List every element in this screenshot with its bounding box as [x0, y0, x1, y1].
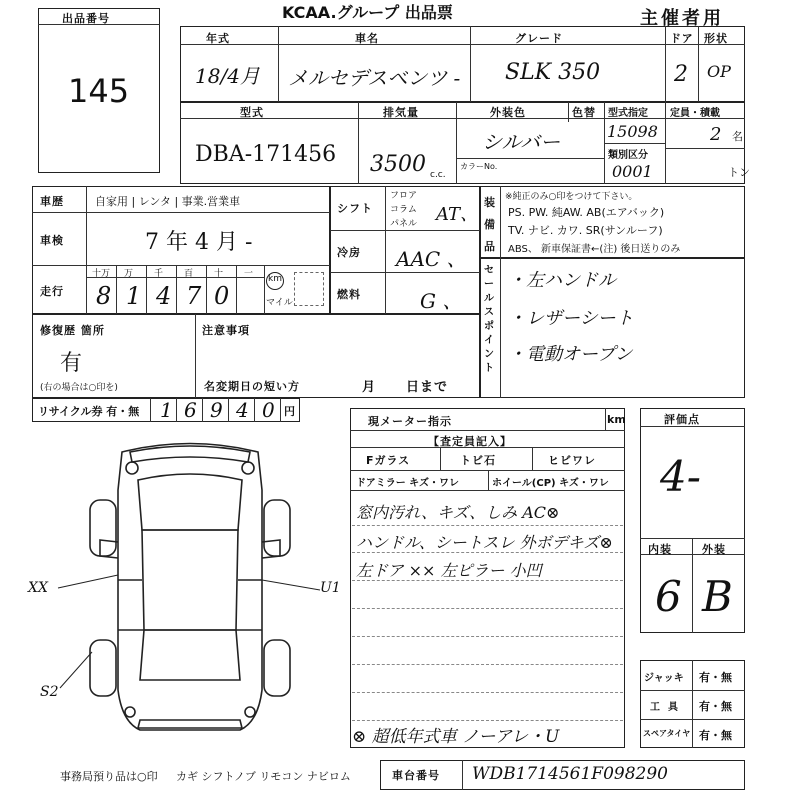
digit-label-100: 百	[184, 269, 194, 279]
color-change-label: 色替	[572, 106, 596, 119]
expiry-month: 月	[362, 380, 377, 395]
lot-label: 出品番号	[62, 12, 110, 25]
mileage-digit: 8	[96, 282, 112, 310]
mirror-label: ドアミラー キズ・ワレ	[356, 478, 459, 489]
crack-label: ヒビワレ	[548, 454, 596, 467]
spare-label: スペアタイヤ	[643, 729, 691, 738]
category-label: 類別区分	[608, 150, 648, 161]
model-value: DBA-171456	[195, 142, 337, 167]
vehicle-row-1	[180, 26, 745, 102]
interior-label: 内装	[648, 543, 672, 556]
options-line-2: TV. ナビ. カワ. SR(サンルーフ)	[508, 224, 663, 237]
expiry-label: 名変期日の短い方	[204, 380, 300, 393]
year-label: 年式	[206, 32, 230, 45]
mileage-digit: 1	[126, 282, 142, 310]
ac-label: 冷房	[337, 246, 361, 259]
jack-option: 有・無	[699, 671, 732, 684]
displacement-label: 排気量	[383, 106, 419, 119]
rating-value: 4-	[660, 452, 701, 501]
tool-label: 工具	[650, 702, 686, 713]
car-name-label: 車名	[355, 32, 379, 45]
office-items: カギ シフトノブ リモコン ナビロム	[176, 770, 351, 783]
glass-label: Fガラス	[366, 454, 411, 467]
digit-label-1k: 千	[154, 269, 164, 279]
tool-option: 有・無	[699, 700, 732, 713]
fuel-value: G 、	[420, 289, 463, 313]
wheel-label: ホイール(CP) キズ・ワレ	[492, 478, 609, 489]
type-spec-value: 15098	[607, 122, 658, 141]
shift-label: シフト	[337, 202, 373, 215]
mileage-digit: 4	[156, 282, 172, 310]
diagram-mark-u1: U1	[320, 580, 341, 596]
chassis-label: 車台番号	[392, 769, 440, 782]
inspection-note: ハンドル、シートスレ 外ボデキズ⊗	[356, 533, 613, 552]
chassis-value: WDB1714561F098290	[472, 764, 668, 784]
options-note: ※純正のみ○印をつけて下さい。	[505, 192, 638, 202]
sales-point-item: ・左ハンドル	[508, 270, 616, 291]
caution-label: 注意事項	[202, 324, 250, 337]
history-options: 自家用 | レンタ | 事業.営業車	[95, 195, 241, 208]
fuel-label: 燃料	[337, 288, 361, 301]
ac-value: AAC 、	[396, 247, 467, 271]
model-label: 型式	[240, 106, 264, 119]
jack-label: ジャッキ	[644, 673, 684, 684]
load-unit: トン	[728, 166, 750, 179]
doors-value: 2	[674, 62, 688, 87]
inspection-note: 左ドア ×× 左ピラー 小凹	[356, 561, 542, 580]
page-title: KCAA.グループ 出品票	[282, 3, 453, 22]
grade-label: グレード	[515, 32, 563, 45]
expiry-day: 日まで	[406, 380, 449, 395]
type-spec-label: 型式指定	[608, 108, 648, 119]
year-value: 18/4月	[195, 64, 260, 88]
recycle-label: リサイクル券 有・無	[38, 405, 140, 418]
chip-label: トビ石	[460, 454, 496, 467]
digit-label-1: 一	[244, 269, 254, 279]
organizer-label: 主催者用	[640, 8, 724, 29]
color-number-label: カラーNo.	[460, 162, 498, 171]
mileage-digit: 7	[186, 282, 202, 310]
recycle-digit: 6	[184, 398, 197, 422]
doors-label: ドア	[670, 32, 694, 45]
diagram-mark-xx: XX	[28, 580, 48, 596]
inspection-value: 7 年 4 月 -	[145, 230, 253, 255]
mileage-label: 走行	[40, 285, 64, 298]
shift-floor: フロア	[390, 191, 418, 201]
recycle-digit: 9	[210, 398, 223, 422]
exterior-color-label: 外装色	[490, 106, 526, 119]
rating-label: 評価点	[664, 413, 700, 426]
mileage-digit: 0	[214, 282, 230, 310]
exterior-label: 外装	[702, 543, 726, 556]
digit-label-100k: 十万	[92, 269, 111, 279]
options-line-1: PS. PW. 純AW. AB(エアバック)	[508, 206, 665, 219]
body-type-value: OP	[707, 62, 731, 81]
displacement-value: 3500	[370, 152, 426, 177]
km-label: km	[268, 274, 282, 284]
history-label: 車歴	[40, 195, 64, 208]
repair-note: (右の場合は○印を)	[40, 383, 118, 393]
inspector-label: 【査定員記入】	[428, 435, 512, 448]
sales-points-label: セールスポイント	[484, 265, 494, 374]
inspection-bottom-note: ⊗ 超低年式車 ノーアレ・U	[352, 727, 560, 747]
exterior-color-value: シルバー	[482, 130, 561, 154]
capacity-value: 2	[710, 124, 722, 145]
recycle-unit: 円	[284, 405, 296, 418]
inspection-label: 車検	[40, 234, 64, 247]
mile-label: マイル	[266, 298, 293, 308]
repair-label: 修復歴 箇所	[40, 324, 105, 337]
spare-option: 有・無	[699, 729, 732, 742]
grade-value: SLK 350	[505, 60, 601, 85]
repair-value: 有	[60, 351, 83, 376]
inspection-note: 窓内汚れ、キズ、しみ AC⊗	[356, 503, 560, 522]
digit-label-10k: 万	[124, 269, 134, 279]
body-type-label: 形状	[704, 32, 728, 45]
mileage-extra-box	[294, 272, 324, 306]
capacity-unit: 名	[732, 130, 743, 143]
car-diagram	[30, 430, 350, 750]
recycle-digit: 4	[236, 398, 249, 422]
category-value: 0001	[612, 162, 653, 181]
sales-point-item: ・電動オープン	[508, 344, 633, 365]
shift-value: AT、	[436, 204, 479, 225]
capacity-label: 定員・積載	[670, 108, 720, 119]
cc-unit: c.c.	[430, 170, 446, 180]
office-note: 事務局預り品は○印	[60, 770, 158, 783]
meter-label: 現メーター指示	[368, 415, 452, 428]
shift-column: コラム	[390, 205, 417, 215]
recycle-digit: 1	[160, 398, 173, 422]
soubi-label: 装備品	[484, 196, 495, 253]
digit-label-10: 十	[214, 269, 224, 279]
shift-panel: パネル	[390, 219, 418, 229]
exterior-rating: B	[702, 572, 733, 621]
meter-unit: km	[607, 413, 626, 426]
sales-point-item: ・レザーシート	[508, 308, 634, 329]
diagram-mark-s2: S2	[40, 684, 59, 700]
lot-number: 145	[68, 72, 130, 110]
car-name-value: メルセデスベンツ -	[288, 66, 461, 90]
recycle-digit: 0	[262, 398, 275, 422]
options-line-3: ABS、 新車保証書←(注) 後日送りのみ	[508, 244, 681, 255]
interior-rating: 6	[655, 572, 682, 621]
